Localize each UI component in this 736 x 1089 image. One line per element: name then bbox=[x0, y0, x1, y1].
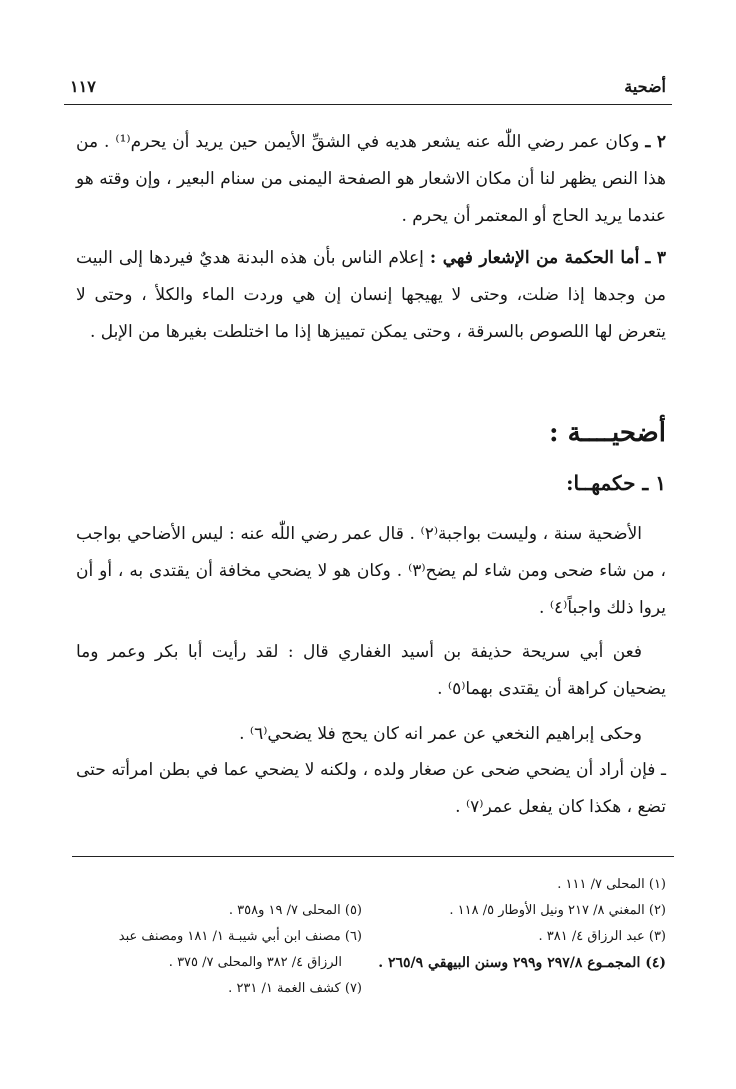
body-paragraph-3: وحكى إبراهيم النخعي عن عمر انه كان يحج فلا يضحي⁽٦⁾ . bbox=[239, 724, 642, 744]
header-rule bbox=[64, 104, 672, 105]
footnotes-right-column bbox=[376, 872, 666, 976]
footnote: (١) المحلى ٧/ ١١١ . bbox=[557, 877, 666, 892]
paragraph-text: وكان عمر رضي اللّٰه عنه يشعر هديه في الشقِّ الأيمن حين يريد أن يحرم⁽¹⁾ . من هذا النص يظهر لنا أن مكان الاشعار هو الصفحة اليمنى من سنام البعير ، وإن وقته هو عندما يريد الحاج أو المعتمر أن يحرم . bbox=[76, 132, 666, 226]
paragraph-text: إعلام الناس بأن هذه البدنة هديٌ فيردها إلى البيت من وجدها إذا ضلت، وحتى لا يهيجها إنسان إن هي وردت الماء والكلأ ، وحتى لا يتعرض لها اللصوص بالسرقة ، وحتى يمكن تمييزها إذا ما اختلطت بغيرها من الإبل . bbox=[76, 248, 666, 342]
section-title: أضحيــــة : bbox=[549, 418, 666, 448]
footnote: (٢) المغني ٨/ ٢١٧ ونيل الأوطار ٥/ ١١٨ . bbox=[449, 903, 666, 918]
footnote: (٤) المجمـوع ٢٩٧/٨ و٢٩٩ وسنن البيهقي ٢٦٥/٩ . bbox=[378, 955, 666, 971]
footnote-continuation: الرزاق ٤/ ٣٨٢ والمحلى ٧/ ٣٧٥ . bbox=[168, 955, 342, 970]
footnotes-left-column bbox=[66, 898, 362, 1002]
page-number: ١١٧ bbox=[70, 76, 96, 96]
footnote-rule bbox=[72, 856, 674, 857]
paragraph-2 bbox=[76, 124, 666, 235]
body-paragraph-1: الأضحية سنة ، وليست بواجبة⁽٢⁾ . قال عمر رضي اللّٰه عنه : ليس الأضاحي بواجب ، من شاء ضحى ومن شاء لم يضح⁽٣⁾ . وكان هو لا يضحي مخافة أن يقتدى به ، أو أن يروا ذلك واجباً⁽٤⁾ . bbox=[76, 524, 666, 618]
footnote: (٥) المحلى ٧/ ١٩ و٣٥٨ . bbox=[228, 903, 362, 918]
subsection-title: ١ ـ حكمهــا: bbox=[566, 471, 666, 495]
running-title: أضحية bbox=[624, 76, 666, 96]
body-paragraph-2: فعن أبي سريحة حذيفة بن أسيد الغفاري قال : لقد رأيت أبا بكر وعمر وما يضحيان كراهة أن يقتدى بهما⁽٥⁾ . bbox=[76, 642, 666, 699]
paragraph-lead: أما الحكمة من الإشعار فهي : bbox=[429, 248, 640, 268]
footnote: (٧) كشف الغمة ١/ ٢٣١ . bbox=[228, 981, 362, 996]
body-paragraph-4: ـ فإن أراد أن يضحي ضحى عن صغار ولده ، ولكنه لا يضحي عما في بطن امرأته حتى تضع ، هكذا كان يفعل عمر⁽٧⁾ . bbox=[76, 760, 666, 817]
footnote: (٣) عبد الرزاق ٤/ ٣٨١ . bbox=[538, 929, 666, 944]
paragraph-number: ٣ ـ bbox=[645, 248, 667, 268]
paragraph-number: ٢ ـ bbox=[645, 132, 666, 152]
page-header bbox=[70, 70, 666, 102]
paragraph-3 bbox=[76, 240, 666, 351]
footnote: (٦) مصنف ابن أبي شيبـة ١/ ١٨١ ومصنف عبد bbox=[118, 929, 362, 944]
